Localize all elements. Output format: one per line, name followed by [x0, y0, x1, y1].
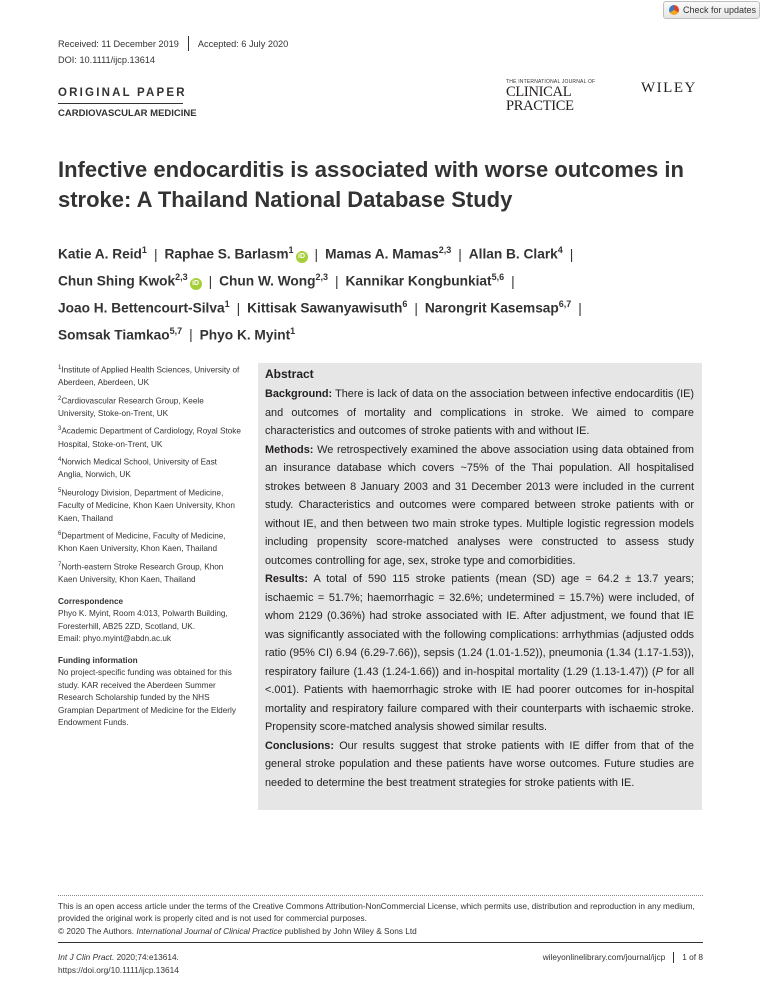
correspondence-heading: Correspondence — [58, 596, 124, 606]
author-affiliation-sup: 5,7 — [169, 325, 183, 336]
author-name[interactable]: Mamas A. Mamas — [325, 246, 439, 262]
funding-heading: Funding information — [58, 655, 138, 665]
affiliation — [58, 528, 241, 556]
affiliation-number: 2 — [58, 395, 62, 402]
author-affiliation-sup: 6,7 — [558, 298, 572, 309]
citation-line — [58, 951, 179, 964]
author-name[interactable]: Chun Shing Kwok — [58, 273, 176, 289]
results-text: A total of 590 115 stroke patients (mean (SD) age = 64.2 ± 13.7 years; ischaemic = 51.7%; haemorrhagic = 32.6%; undetermined = 15.7%) were included, of whom 2129 (0.36%) had stroke associated with IE. After adjustment, we found that IE was significantly associated with the following complications: arrhythmias (adjusted odds ratio (95% CI) 6.94 (6.29-7.66)), sepsis (1.24 (1.01-1.52)), pneumonia (1.34 (1.17-1.53)), respiratory failure (1.43 (1.24-1.66)) and in-hospital mortality (1.29 (1.13-1.47)) ( — [265, 573, 694, 678]
results-label: Results: — [265, 573, 308, 585]
affiliation-text: Department of Medicine, Faculty of Medicine, Khon Kaen University, Khon Kaen, Thailand — [58, 531, 226, 554]
correspondence-email[interactable]: Email: phyo.myint@abdn.ac.uk — [58, 634, 171, 644]
article-title: Infective endocarditis is associated with worse outcomes in stroke: A Thailand National Database Study — [58, 157, 684, 212]
affiliation-text: Norwich Medical School, University of East Anglia, Norwich, UK — [58, 457, 217, 480]
copyright-suffix: published by John Wiley & Sons Ltd — [282, 925, 417, 936]
author-affiliation-sup: 2,3 — [175, 271, 188, 282]
author-affiliation-sup: 4 — [557, 245, 563, 255]
author-affiliation-sup: 1 — [141, 245, 147, 255]
abstract-heading: Abstract — [265, 367, 314, 381]
abstract-box — [258, 363, 702, 810]
journal-logo-small: THE INTERNATIONAL JOURNAL OF — [506, 79, 596, 85]
author-affiliation-sup: 2,3 — [315, 271, 328, 282]
affiliation-number: 6 — [58, 531, 62, 538]
author-list — [58, 239, 708, 347]
author-separator: | — [314, 246, 319, 262]
author-separator: | — [511, 273, 515, 289]
orcid-icon[interactable]: iD — [296, 251, 308, 263]
author-separator: | — [569, 246, 574, 262]
orcid-icon[interactable]: iD — [190, 278, 202, 290]
author-affiliation-sup: 1 — [288, 245, 294, 255]
author-separator: | — [578, 300, 582, 316]
article-section: CARDIOVASCULAR MEDICINE — [58, 108, 197, 119]
affiliation-text: Neurology Division, Department of Medicine, Faculty of Medicine, Khon Kaen University, Khon Kaen, Thailand — [58, 488, 235, 523]
author-name[interactable]: Raphae S. Barlasm — [164, 246, 289, 262]
affiliation — [58, 485, 241, 525]
doi-link[interactable]: https://doi.org/10.1111/ijcp.13614 — [58, 964, 179, 975]
affiliation-number: 3 — [58, 426, 62, 433]
author-separator: | — [334, 273, 339, 289]
article-type-rule — [58, 103, 183, 104]
citation-block — [58, 951, 179, 977]
author-separator: | — [208, 273, 213, 289]
background-label: Background: — [265, 388, 333, 400]
author-name[interactable]: Joao H. Bettencourt-Silva — [58, 300, 225, 316]
conclusions-label: Conclusions: — [265, 739, 334, 752]
footer-rule — [58, 942, 703, 943]
affiliation-text: North-eastern Stroke Research Group, Khon Kaen University, Khon Kaen, Thailand — [58, 562, 224, 585]
check-for-updates-label: Check for updates — [683, 5, 757, 15]
copyright-prefix: © 2020 The Authors. — [58, 925, 137, 936]
author-name[interactable]: Narongrit Kasemsap — [424, 300, 559, 316]
author-separator: | — [153, 246, 158, 262]
author-name[interactable]: Somsak Tiamkao — [58, 327, 170, 343]
affiliation-number: 4 — [58, 457, 62, 464]
license-text: This is an open access article under the terms of the Creative Commons Attribution-NonCommercial License, which permits use, distribution and reproduction in any medium, provided the original work is properly cited and is not used for commercial purposes. — [58, 901, 695, 924]
author-affiliation-sup: 1 — [290, 325, 296, 336]
author-separator: | — [236, 300, 241, 316]
journal-site-link[interactable]: wileyonlinelibrary.com/journal/ijcp — [542, 952, 666, 962]
author-name[interactable]: Phyo K. Myint — [199, 327, 291, 343]
doi[interactable]: DOI: 10.1111/ijcp.13614 — [58, 55, 156, 65]
page-number: 1 of 8 — [682, 952, 703, 962]
affiliation-number: 1 — [58, 365, 62, 371]
author-name[interactable]: Katie A. Reid — [58, 246, 142, 262]
methods-text: We retrospectively examined the above association using data obtained from an insurance database which covers ~75% of the Thai population. All hospitalised strokes between 8 January 2003 and 31 December 2013 were included in the current study. Characteristics and outcomes were compared between stroke patients with or without IE, and then between two main stroke types. Multiple logistic regression models including propensity score-matched analyses were constructed to assess study outcomes controlling for age, sex, stroke type and comorbidities. — [265, 443, 694, 567]
affiliation — [58, 362, 241, 390]
article-type: ORIGINAL PAPER — [58, 87, 187, 99]
copyright-line — [58, 925, 703, 937]
abstract-body — [265, 385, 694, 792]
author-name[interactable]: Allan B. Clark — [468, 246, 558, 262]
affiliation-number: 5 — [58, 487, 62, 494]
affiliation-text: Cardiovascular Research Group, Keele University, Stoke-on-Trent, UK — [58, 396, 204, 418]
methods-label: Methods: — [265, 443, 314, 456]
check-for-updates-button[interactable] — [663, 1, 760, 19]
funding-text: No project-specific funding was obtained for this study. KAR received the Aberdeen Summer Research Scholarship funded by the NHS Grampian Department of Medicine for the Elderly Endowment Funds. — [58, 668, 236, 728]
accepted-date: Accepted: 6 July 2020 — [197, 38, 289, 49]
footer-divider — [673, 952, 674, 963]
citation-volume: 2020;74:e13614. — [114, 952, 179, 962]
publisher-logo: WILEY — [641, 80, 697, 96]
update-status-icon — [669, 5, 679, 15]
author-separator: | — [414, 300, 418, 316]
affiliation-number: 7 — [58, 561, 62, 568]
results-p-symbol: P — [655, 665, 663, 678]
citation-journal: Int J Clin Pract. — [58, 952, 115, 962]
correspondence-address: Phyo K. Myint, Room 4:013, Polwarth Building, Foresterhill, AB25 2ZD, Scotland, UK. — [58, 609, 228, 631]
affiliation — [58, 559, 241, 587]
affiliation — [58, 393, 241, 421]
author-name[interactable]: Chun W. Wong — [219, 273, 316, 289]
conclusions-text: Our results suggest that stroke patients with IE differ from that of the general stroke population and these patients have worse outcomes. Future studies are needed to determine the best treatment strategies for stroke patients with IE. — [265, 739, 694, 789]
author-affiliation-sup: 1 — [224, 298, 230, 309]
author-affiliation-sup: 5,6 — [491, 271, 505, 282]
background-text: There is lack of data on the association between infective endocarditis (IE) and outcomes of mortality and complications in stroke. We aimed to compare characteristics and outcomes of stroke patients with and without IE. — [265, 388, 694, 437]
footer-right — [543, 951, 703, 964]
author-name[interactable]: Kannikar Kongbunkiat — [345, 273, 492, 289]
received-date: Received: 11 December 2019 — [58, 38, 179, 49]
journal-logo — [506, 79, 634, 114]
journal-logo-title: CLINICAL PRACTICE — [506, 84, 574, 114]
affiliation — [58, 423, 241, 451]
results-text-continued: for all <.001). Patients with haemorrhagic stroke with IE had poorer outcomes for in-hospital mortality and respiratory failure compared with their counterparts with ischaemic stroke. Propensity score-matched analysis showed similar results. — [265, 665, 694, 733]
author-separator: | — [189, 327, 193, 343]
affiliation-text: Academic Department of Cardiology, Royal Stoke Hospital, Stoke-on-Trent, UK — [58, 427, 241, 449]
license-notice — [58, 900, 703, 937]
author-separator: | — [458, 246, 462, 262]
affiliations-column — [58, 362, 241, 730]
affiliation-text: Institute of Applied Health Sciences, University of Aberdeen, Aberdeen, UK — [58, 365, 240, 388]
author-affiliation-sup: 2,3 — [438, 245, 452, 255]
article-dates — [58, 36, 288, 51]
author-affiliation-sup: 6 — [402, 298, 408, 309]
author-name[interactable]: Kittisak Sawanyawisuth — [247, 300, 403, 316]
dates-divider — [188, 36, 189, 51]
affiliation — [58, 454, 241, 482]
copyright-journal: International Journal of Clinical Practice — [136, 925, 283, 936]
license-divider — [58, 895, 703, 896]
